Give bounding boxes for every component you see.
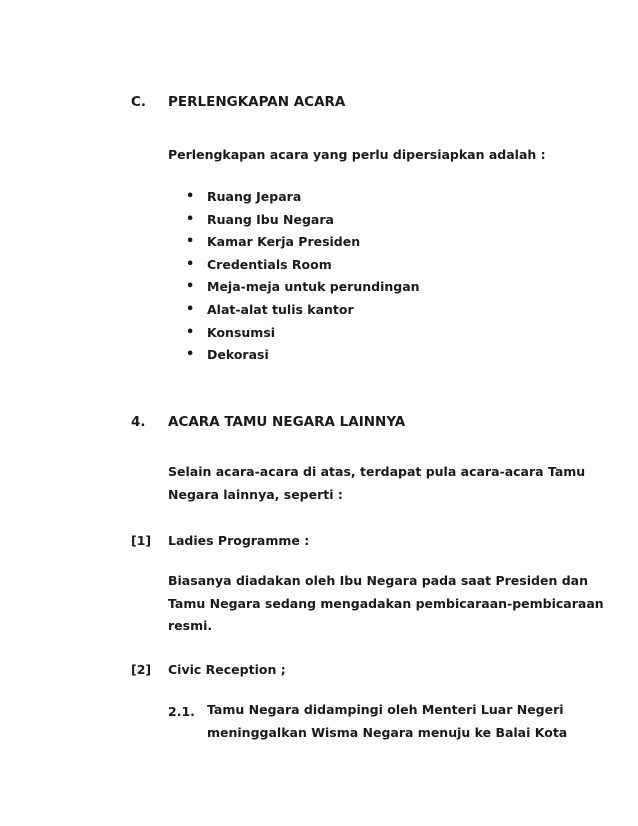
list-item: • Alat-alat tulis kantor xyxy=(186,299,420,322)
bullet-icon: • xyxy=(186,211,195,227)
section-4-title: ACARA TAMU NEGARA LAINNYA xyxy=(168,414,406,430)
bullet-icon: • xyxy=(186,301,195,317)
item-2-number: [2] xyxy=(131,662,152,677)
item-1-number: [1] xyxy=(131,533,152,548)
bullet-icon: • xyxy=(186,279,195,295)
bullet-icon: • xyxy=(186,234,195,250)
list-item: • Ruang Ibu Negara xyxy=(186,209,420,232)
item-1-title: Ladies Programme : xyxy=(168,533,310,548)
section-c-intro: Perlengkapan acara yang perlu dipersiapkan adalah : xyxy=(168,147,546,162)
sub-item-number: 2.1. xyxy=(168,704,195,719)
bullet-icon: • xyxy=(186,347,195,363)
sub-item-text: Tamu Negara didampingi oleh Menteri Luar Negeri meninggalkan Wisma Negara menuju ke Balai Kota xyxy=(207,702,568,740)
section-c-title: PERLENGKAPAN ACARA xyxy=(168,94,346,110)
bullet-icon: • xyxy=(186,189,195,204)
item-2-title: Civic Reception ; xyxy=(168,662,286,677)
section-4-intro: Selain acara-acara di atas, terdapat pula acara-acara Tamu Negara lainnya, seperti : xyxy=(168,464,586,502)
bullet-icon: • xyxy=(186,256,195,272)
bullet-icon: • xyxy=(186,324,195,340)
list-item: • Credentials Room xyxy=(186,254,420,277)
list-item: • Konsumsi xyxy=(186,322,420,345)
item-1-paragraph: Biasanya diadakan oleh Ibu Negara pada saat Presiden dan Tamu Negara sedang mengadakan pembicaraan-pembicaraan resmi. xyxy=(168,573,604,633)
list-item: • Ruang Jepara xyxy=(186,186,420,209)
list-item: • Kamar Kerja Presiden xyxy=(186,231,420,254)
section-c-number: C. xyxy=(131,94,147,110)
list-item: • Meja-meja untuk perundingan xyxy=(186,276,420,299)
section-4-number: 4. xyxy=(131,414,146,430)
list-item: • Dekorasi xyxy=(186,344,420,367)
equipment-list xyxy=(186,186,420,367)
